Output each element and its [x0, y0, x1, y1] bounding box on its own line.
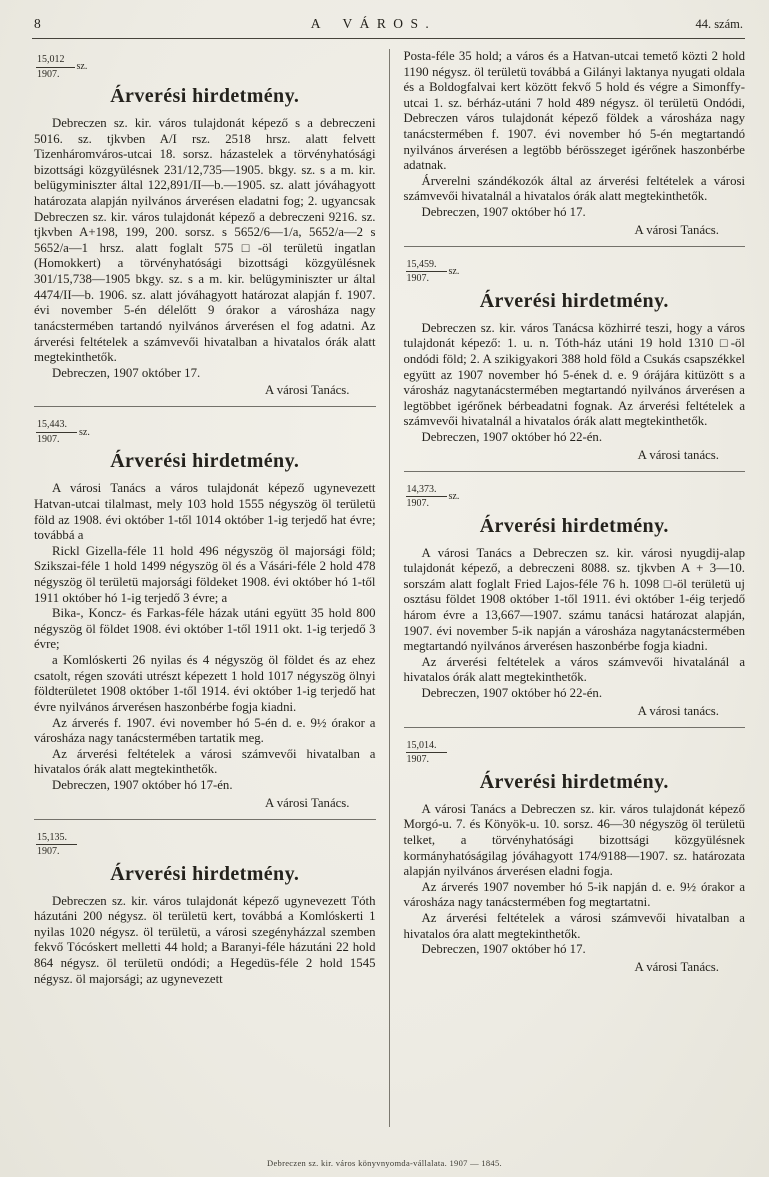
ref-year: 1907. — [406, 754, 429, 766]
notice-paragraph: Az árverési feltételek a városi számvevői hivatalban a hivatalos óra alatt megtekinthetők. — [403, 910, 745, 941]
notice-separator — [34, 406, 376, 407]
notice-dateline: Debreczen, 1907 október hó 22-én. — [421, 686, 603, 701]
notice-ref — [406, 259, 460, 285]
page-header — [0, 0, 769, 35]
ref-year: 1907. — [406, 498, 429, 510]
notice-paragraph: A városi Tanács a Debreczen sz. kir. városi nyugdij-alap tulajdonát képező, a debreczeni 8088. sz. tjkvben A + 3—10. sorszám alatt foglalt Fried Lajos-féle 76 h. 1098 □-öl területü uj osztásu földet 1908 október 1-től 1911. évi október 1-éig terjedő három évre a 13,667—1907. számu tanácsi határozat alapján, 1907. évi november 5-ik napján a városháza nagytanácstermében megtartandó nyilvános árverésen haszonbérbe fogja kiadni. — [403, 545, 745, 654]
notice-signature: A városi Tanács. — [264, 383, 350, 398]
notice-dateline: Debreczen, 1907 október hó 22-én. — [421, 429, 603, 444]
ref-number: 15,012 — [36, 54, 75, 68]
ref-year: 1907. — [37, 433, 60, 445]
auction-notice — [34, 414, 376, 810]
ref-fraction — [406, 259, 447, 285]
notice-paragraph: Az árverés 1907 november hó 5-ik napján d. e. 9½ órakor a városháza nagy tanácstermében fog megtartatni. — [403, 879, 745, 910]
notice-paragraph: A városi Tanács a város tulajdonát képező ugynevezett Hatvan-utcai tilalmast, mely 103 hold 1555 négyszög öl területü föld az 1908. évi október 1-től 1014 október 1-ig terjedő hat évre; továbbá a — [34, 481, 376, 543]
notice-separator — [404, 471, 746, 472]
ref-year: 1907. — [406, 273, 429, 285]
notice-title: Árverési hirdetmény. — [479, 514, 669, 537]
ref-fraction — [36, 54, 75, 80]
notice-signature: A városi Tanács. — [634, 222, 719, 237]
notice-paragraph: Az árverési feltételek a városi számvevői hivatalban a hivatalos órák alatt megtekinthetők. — [34, 746, 376, 777]
page-number: 8 — [34, 16, 41, 31]
notice-separator — [34, 819, 376, 820]
notice-ref — [36, 54, 87, 80]
auction-notice — [34, 827, 376, 988]
left-column — [34, 49, 390, 1127]
issue-number: 44. szám. — [695, 17, 743, 31]
ref-number: 15,459. — [406, 259, 447, 273]
notice-ref — [36, 832, 79, 858]
notice-separator — [404, 727, 746, 728]
notice-paragraph: Debreczen sz. kir. város Tanácsa közhirré teszi, hogy a város tulajdonát képező: 1. u. n. Tóth-ház utáni 19 hold 1310 □-öl ondódi föld; 2. A szikigyakori 388 hold föld a Csukás csapszékkel együtt az 1907 november hó 5-ének d. e. 9 órájára kitüzött s a városház nagytanácstermében megtartandó nyilvános árverésen a legtöbbet igérőnek bérbeadatni fognak. Az árverési feltételek a számvevői hivatalnál a hivatalos órák alatt megtekinthetők. — [403, 320, 745, 429]
ref-abbr: sz. — [448, 265, 460, 277]
ref-abbr: sz. — [448, 490, 460, 502]
notice-paragraph: Posta-féle 35 hold; a város és a Hatvan-utcai temető közti 2 hold 1190 négysz. öl területü továbbá a Gilányi laktanya nyugati oldala és a Boldogfalvai kert között fekvő 5 hold és végre a Simonffy-utcai 1. sz. bérház-utáni 7 hold 489 négysz. öl területü Ondódi, Debreczen város tulajdonát képező földek a városháza nagy tanácstermében f. 1907. évi november hó 5-én megtartandó nyilvános árverésen a legtöbb bérösszeget igérőnek haszonbérbe adatnak. — [403, 49, 745, 173]
notice-dateline: Debreczen, 1907 október 17. — [52, 365, 201, 380]
auction-notice — [404, 254, 746, 463]
notice-paragraph: A városi Tanács a Debreczen sz. kir. város tulajdonát képező Morgó-u. 7. és Könyök-u. 10. sorsz. 46—30 négyszög öl területü telket, a törvényhatósági bizottsági közgyülésnek kormányhatóságilag jóváhagyott 174/9188—1907. sz. határozata alapján nyilvános árverésen eladni fogja. — [403, 801, 745, 879]
notice-title: Árverési hirdetmény. — [479, 770, 669, 793]
printer-imprint: Debreczen sz. kir. város könyvnyomda-vállalata. 1907 — 1845. — [267, 1158, 502, 1168]
notice-title: Árverési hirdetmény. — [110, 450, 300, 473]
ref-year: 1907. — [37, 846, 60, 858]
notice-paragraph: Debreczen sz. kir. város tulajdonát képező ugynevezett Tóth házutáni 200 négysz. öl területü kert, továbbá a Komlóskerti 1 nyilas 1020 négysz. öl területü, a városi szegényházzal szemben fekvő Tócóskert melletti 44 hold; a Baranyi-féle házutáni 22 hold 864 négysz. öl területü ondódi; a Hegedüs-féle 2 hold 1545 négysz. öl majorsági; az ugynevezett — [34, 893, 376, 986]
notice-ref — [406, 740, 449, 766]
auction-notice-continuation — [404, 49, 746, 238]
notice-paragraph: Debreczen sz. kir. város tulajdonát képező s a debreczeni 5016. sz. tjkvben A/I rsz. 2518 hrsz. alatt felvett Tizenháromváros-utcai 18. sorsz. házastelek a törvényhatósági bizottsági közgyülésnek 231/12,735—1905. bkgy. sz. s a m. kir. belügyminiszter által 122,891/II—b.—1905. sz. alatt jóváhagyott határozata alapján nyilvános árverésen eladatni fog; 2. ugyancsak Debreczen sz. kir. város tulajdonát képező a debreczeni 9216. sz. tjkvben A+198, 199, 200. sorsz. s 5652/6—1/a, 5652/a—2 s 5652/a—1 hrsz. alatt foglalt 575□-öl területü ingatlan (Homokkert) a törvényhatósági bizottsági közgyülésnek 301/15,738—1905 bkgy. sz. s a m. kir. belügyminiszter ur által 4474/II—b. 1906. sz. alatt jóváhagyott határozat alapján f. 1907. évi november 5-én délelőtt 9 órakor a városháza nagy tanácstermében tartandó nyilvános árverésen el fog adatni. Az árverési feltételek a számvevői hivatalban a hivatalos órák alatt megtekinthetők. — [34, 116, 376, 365]
notice-paragraph: Bika-, Koncz- és Farkas-féle házak utáni együtt 35 hold 800 négyszög öl földet 1908. évi október 1-től 1911 okt. 1-ig terjedő 3 évre; — [34, 606, 376, 652]
notice-signature: A városi Tanács. — [634, 959, 719, 974]
ref-number: 14,373. — [406, 484, 447, 498]
notice-paragraph: Rickl Gizella-féle 11 hold 496 négyszög öl majorsági föld; Szikszai-féle 1 hold 1499 négyszög öl és a Vásári-féle 2 hold 478 négyszög öl területü majorsági földeket 1908. évi október hó 1-től 1911 október hó 1-ig terjedő 3 évre; a — [34, 543, 376, 605]
ref-year: 1907. — [37, 68, 60, 80]
ref-fraction — [36, 832, 77, 858]
notice-ref — [36, 419, 90, 445]
notice-paragraph: Az árverési feltételek a város számvevői hivatalánál a hivatalos órák alatt megtekinthetők. — [403, 654, 745, 685]
ref-number: 15,135. — [36, 832, 77, 846]
ref-abbr: sz. — [76, 61, 88, 73]
notice-signature: A városi tanács. — [637, 703, 719, 718]
notice-paragraph: a Komlóskerti 26 nyilas és 4 négyszög öl földet és az ehez csatolt, régen szováti utrészt képezett 1 hold 1017 négyszög ölnyi földterületet 1908 október 1-től 1914. évi október 1-ig terjedő hat évre nyilvános árverésen haszonbérbe fogja kiadni. — [34, 653, 376, 714]
notice-dateline: Debreczen, 1907 október hó 17-én. — [52, 777, 233, 792]
notice-title: Árverési hirdetmény. — [110, 85, 300, 107]
right-column — [390, 49, 746, 1127]
auction-notice — [34, 49, 376, 398]
notice-paragraph: Árverelni szándékozók által az árverési feltételek a városi számvevői hivatalnál a hivatalos órák alatt megtekinthetők. — [403, 173, 745, 204]
auction-notice — [404, 479, 746, 719]
ref-abbr: sz. — [79, 426, 90, 438]
masthead-title: A VÁROS. — [310, 16, 437, 31]
ref-number: 15,443. — [36, 419, 77, 433]
notice-dateline: Debreczen, 1907 október hó 17. — [421, 942, 586, 957]
notice-paragraph: Az árverés f. 1907. évi november hó 5-én d. e. 9½ órakor a városháza nagy tanácstermében tartatik meg. — [34, 715, 376, 746]
notice-dateline: Debreczen, 1907 október hó 17. — [421, 205, 586, 220]
notice-signature: A városi Tanács. — [264, 795, 350, 810]
content-columns — [0, 39, 769, 1127]
ref-fraction — [406, 484, 447, 510]
ref-number: 15,014. — [406, 740, 447, 754]
notice-ref — [406, 484, 460, 510]
notice-title: Árverési hirdetmény. — [479, 289, 669, 312]
ref-fraction — [406, 740, 447, 766]
auction-notice — [404, 735, 746, 975]
notice-signature: A városi tanács. — [637, 447, 719, 462]
ref-fraction — [36, 419, 77, 445]
notice-title: Árverési hirdetmény. — [110, 862, 300, 885]
notice-separator — [404, 246, 746, 247]
